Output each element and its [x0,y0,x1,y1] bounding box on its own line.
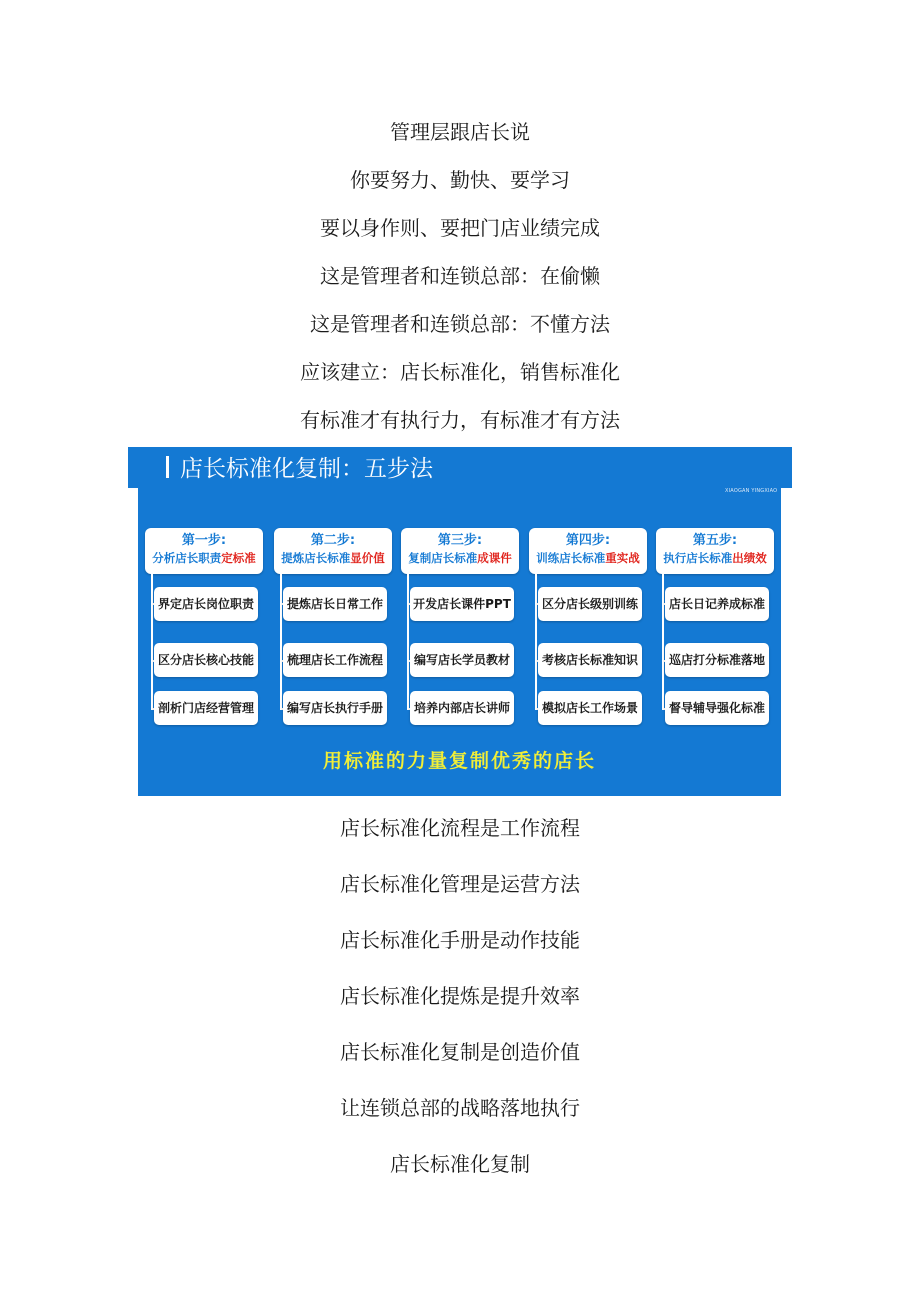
step-item: 编写店长执行手册 [283,691,387,725]
step-item: 巡店打分标准落地 [665,643,769,677]
step-item: 模拟店长工作场景 [538,691,642,725]
step-item: 培养内部店长讲师 [410,691,514,725]
intro-line: 这是管理者和连锁总部：不懂方法 [310,312,610,336]
connector-line [407,574,409,710]
connector-line [662,574,664,710]
step-label: 第四步: [565,533,611,548]
step-subtitle-prefix: 训练店长标准 [536,551,606,565]
step-subtitle-highlight: 定标准 [221,551,256,565]
step-subtitle-prefix: 提炼店长标准 [281,551,351,565]
five-step-banner [138,447,781,796]
step-subtitle-highlight: 显价值 [350,551,385,565]
step-item: 梳理店长工作流程 [283,643,387,677]
step-subtitle-prefix: 复制店长标准 [408,551,478,565]
step-item: 提炼店长日常工作 [283,587,387,621]
banner-slogan: 用标准的力量复制优秀的店长 [322,750,596,772]
outro-line: 店长标准化提炼是提升效率 [340,984,580,1008]
step-subtitle-prefix: 执行店长标准 [663,551,733,565]
step-item: 区分店长核心技能 [154,643,258,677]
step-label: 第二步: [310,533,356,548]
intro-line: 这是管理者和连锁总部：在偷懒 [320,264,600,288]
outro-line: 店长标准化流程是工作流程 [340,816,580,840]
connector-line [151,574,153,710]
step-subtitle [401,549,519,567]
step-subtitle [274,549,392,567]
step-item: 考核店长标准知识 [538,643,642,677]
step-header [656,528,774,574]
step-subtitle [656,549,774,567]
outro-line: 店长标准化管理是运营方法 [340,872,580,896]
intro-line: 应该建立：店长标准化，销售标准化 [300,360,620,384]
title-accent-bar [166,456,169,478]
step-subtitle [145,549,263,567]
step-label: 第三步: [437,533,483,548]
step-label: 第五步: [692,533,738,548]
connector-line [280,574,282,710]
outro-line: 店长标准化手册是动作技能 [340,928,580,952]
intro-line: 你要努力、勤快、要学习 [350,168,570,192]
step-item: 开发店长课件PPT [410,587,514,621]
step-item: 店长日记养成标准 [665,587,769,621]
outro-line: 让连锁总部的战略落地执行 [340,1096,580,1120]
intro-line: 要以身作则、要把门店业绩完成 [320,216,600,240]
step-subtitle [529,549,647,567]
outro-line: 店长标准化复制 [390,1152,530,1176]
step-header [145,528,263,574]
banner-title: 店长标准化复制：五步法 [180,456,433,482]
step-subtitle-highlight: 出绩效 [732,551,767,565]
step-item: 督导辅导强化标准 [665,691,769,725]
connector-line [535,574,537,710]
intro-line: 有标准才有执行力，有标准才有方法 [300,408,620,432]
banner-watermark: XIAOGAN YINGXIAO [725,488,778,494]
step-header [529,528,647,574]
step-item: 剖析门店经营管理 [154,691,258,725]
step-header [401,528,519,574]
step-item: 编写店长学员教材 [410,643,514,677]
step-item: 界定店长岗位职责 [154,587,258,621]
outro-line: 店长标准化复制是创造价值 [340,1040,580,1064]
step-subtitle-prefix: 分析店长职责 [152,551,222,565]
step-label: 第一步: [181,533,227,548]
step-subtitle-highlight: 重实战 [605,551,640,565]
intro-line: 管理层跟店长说 [390,120,530,144]
step-header [274,528,392,574]
step-item: 区分店长级别训练 [538,587,642,621]
step-subtitle-highlight: 成课件 [477,551,512,565]
